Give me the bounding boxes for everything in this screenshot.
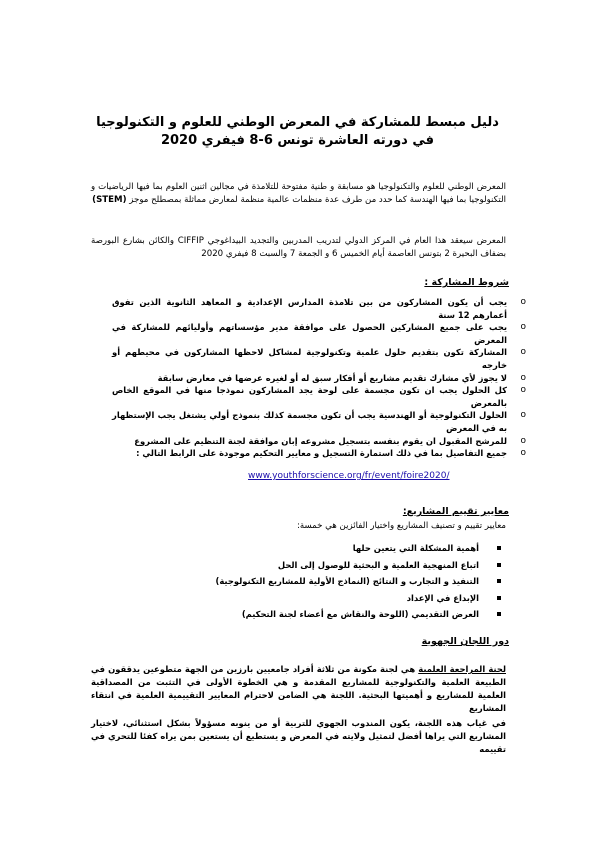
- list-item: o للمرشح المقبول ان يقوم بنفسه بتسجيل مشروعه إبان موافقة لجنة التنظيم على المشروع: [134, 435, 526, 446]
- list-item: الإبداع في الإعداد: [149, 590, 479, 607]
- committee-description: هي لجنة مكونة من ثلاثة أفراد جامعيين بارزين من الجهة متطوعين يدققون في الطبيعة العلمية والتكنولوجية للمشاريع المقدمة و هي الخطوة الأولى في التثبت من المصداقية العلمية للمشاريع و أهميتها البحثية. اللجنة هي الضامن لاحترام المعايير التقييمية العلمية في انتقاء المشاريع: [91, 664, 506, 713]
- conditions-list: [112, 296, 526, 460]
- intro-paragraph-1: [91, 181, 506, 206]
- document-title-line-2: في دورته العاشرة تونس 6-8 فيفري 2020: [160, 133, 435, 148]
- square-bullet-icon: [497, 612, 501, 616]
- committees-paragraph-1: [91, 663, 506, 715]
- circle-bullet-icon: o: [520, 385, 526, 396]
- square-bullet-icon: [497, 596, 501, 600]
- list-item: o الحلول التكنولوجية أو الهندسية يجب أن تكون مجسمة كذلك بنموذج أولي يشتغل يجب الإستظهار به في المعرض: [112, 410, 526, 433]
- circle-bullet-icon: o: [520, 410, 526, 421]
- intro-text: المعرض الوطني للعلوم والتكنولوجيا هو مسابقة و طنية مفتوحة للتلامذة في مجالين اثنين العلوم بما فيها الرياضيات و التكنولوجيا بما فيها الهندسة كما حدد من طرف عدة منظمات عالمية منظمة لمعارض مماثلة بمصطلح موجز: [91, 182, 506, 205]
- list-item: o كل الحلول يجب ان تكون مجسمة على لوحة يجد المشاركون نموذجا منها في الموقع الخاص بالمعرض: [112, 385, 526, 408]
- stem-acronym: (STEM): [92, 194, 127, 205]
- intro-paragraph-2: المعرض سيعقد هذا العام في المركز الدولي لتدريب المدربين والتجديد البيداغوجي CIFFIP والكائن بشارع البورصة بضفاف البحيرة 2 بتونس العاصمة أيام الخميس 6 و الجمعة 7 والسبت 8 فيفري 2020: [91, 236, 507, 259]
- circle-bullet-icon: o: [520, 347, 526, 358]
- registration-link[interactable]: www.youthforscience.org/fr/event/foire2020/: [248, 471, 450, 481]
- conditions-heading: شروط المشاركة :: [424, 277, 509, 288]
- list-item: o يجب أن يكون المشاركون من بين تلامذة المدارس الإعدادية و المعاهد الثانوية الذين تفوق أعمارهم 12 سنة: [112, 297, 526, 320]
- list-item: التنفيذ و التجارب و النتائج (النماذج الأولية للمشاريع التكنولوجية): [149, 573, 479, 590]
- list-item: o جميع التفاصيل بما في ذلك استمارة التسجيل و معايير التحكيم موجودة على الرابط التالي :: [136, 448, 526, 459]
- criteria-list: [149, 540, 479, 623]
- committee-name: لجنة المراجعة العلمية: [418, 664, 506, 674]
- square-bullet-icon: [497, 546, 501, 550]
- list-item: أهمية المشكلة التي يتعين حلها: [149, 540, 479, 557]
- list-item: اتباع المنهجية العلمية و البحثية للوصول إلى الحل: [149, 557, 479, 574]
- circle-bullet-icon: o: [520, 435, 526, 446]
- circle-bullet-icon: o: [520, 297, 526, 307]
- list-item: o المشاركة تكون بتقديم حلول علمية وتكنولوجية لمشاكل لاحظها المشاركون في محيطهم أو خارجه: [112, 347, 526, 370]
- circle-bullet-icon: o: [520, 372, 526, 383]
- criteria-heading: معايير تقييم المشاريع:: [402, 506, 509, 517]
- circle-bullet-icon: o: [520, 322, 526, 333]
- square-bullet-icon: [497, 579, 501, 583]
- criteria-intro: معايير تقييم و تصنيف المشاريع واختيار الفائزين هي خمسة:: [296, 521, 506, 531]
- committees-paragraph-2: في غياب هذه اللجنة، يكون المندوب الجهوي للتربية أو من ينوبه مسؤولاً بشكل استثنائي، لاختيار المشاريع التي يراها أفضل لتمثيل ولايته في المعرض و يستطيع أن يستعين بمن يراه كفئا للتحري في تقييمه: [91, 718, 506, 754]
- list-item: العرض التقديمي (اللوحة والنقاش مع أعضاء لجنة التحكيم): [149, 606, 479, 623]
- list-item: o لا يجوز لأي مشارك تقديم مشاريع أو أفكار سبق له أو لغيره عرضها في معارض سابقة: [157, 372, 526, 383]
- circle-bullet-icon: o: [520, 448, 526, 459]
- document-title-line-1: دليل مبسط للمشاركة في المعرض الوطني للعلوم و التكنولوجيا: [96, 115, 499, 130]
- committees-heading: دور اللجان الجهوية: [421, 636, 509, 647]
- list-item: o يجب على جميع المشاركين الحصول على موافقة مدير مؤسساتهم وأوليائهم للمشاركة في المعرض: [112, 322, 526, 345]
- square-bullet-icon: [497, 563, 501, 567]
